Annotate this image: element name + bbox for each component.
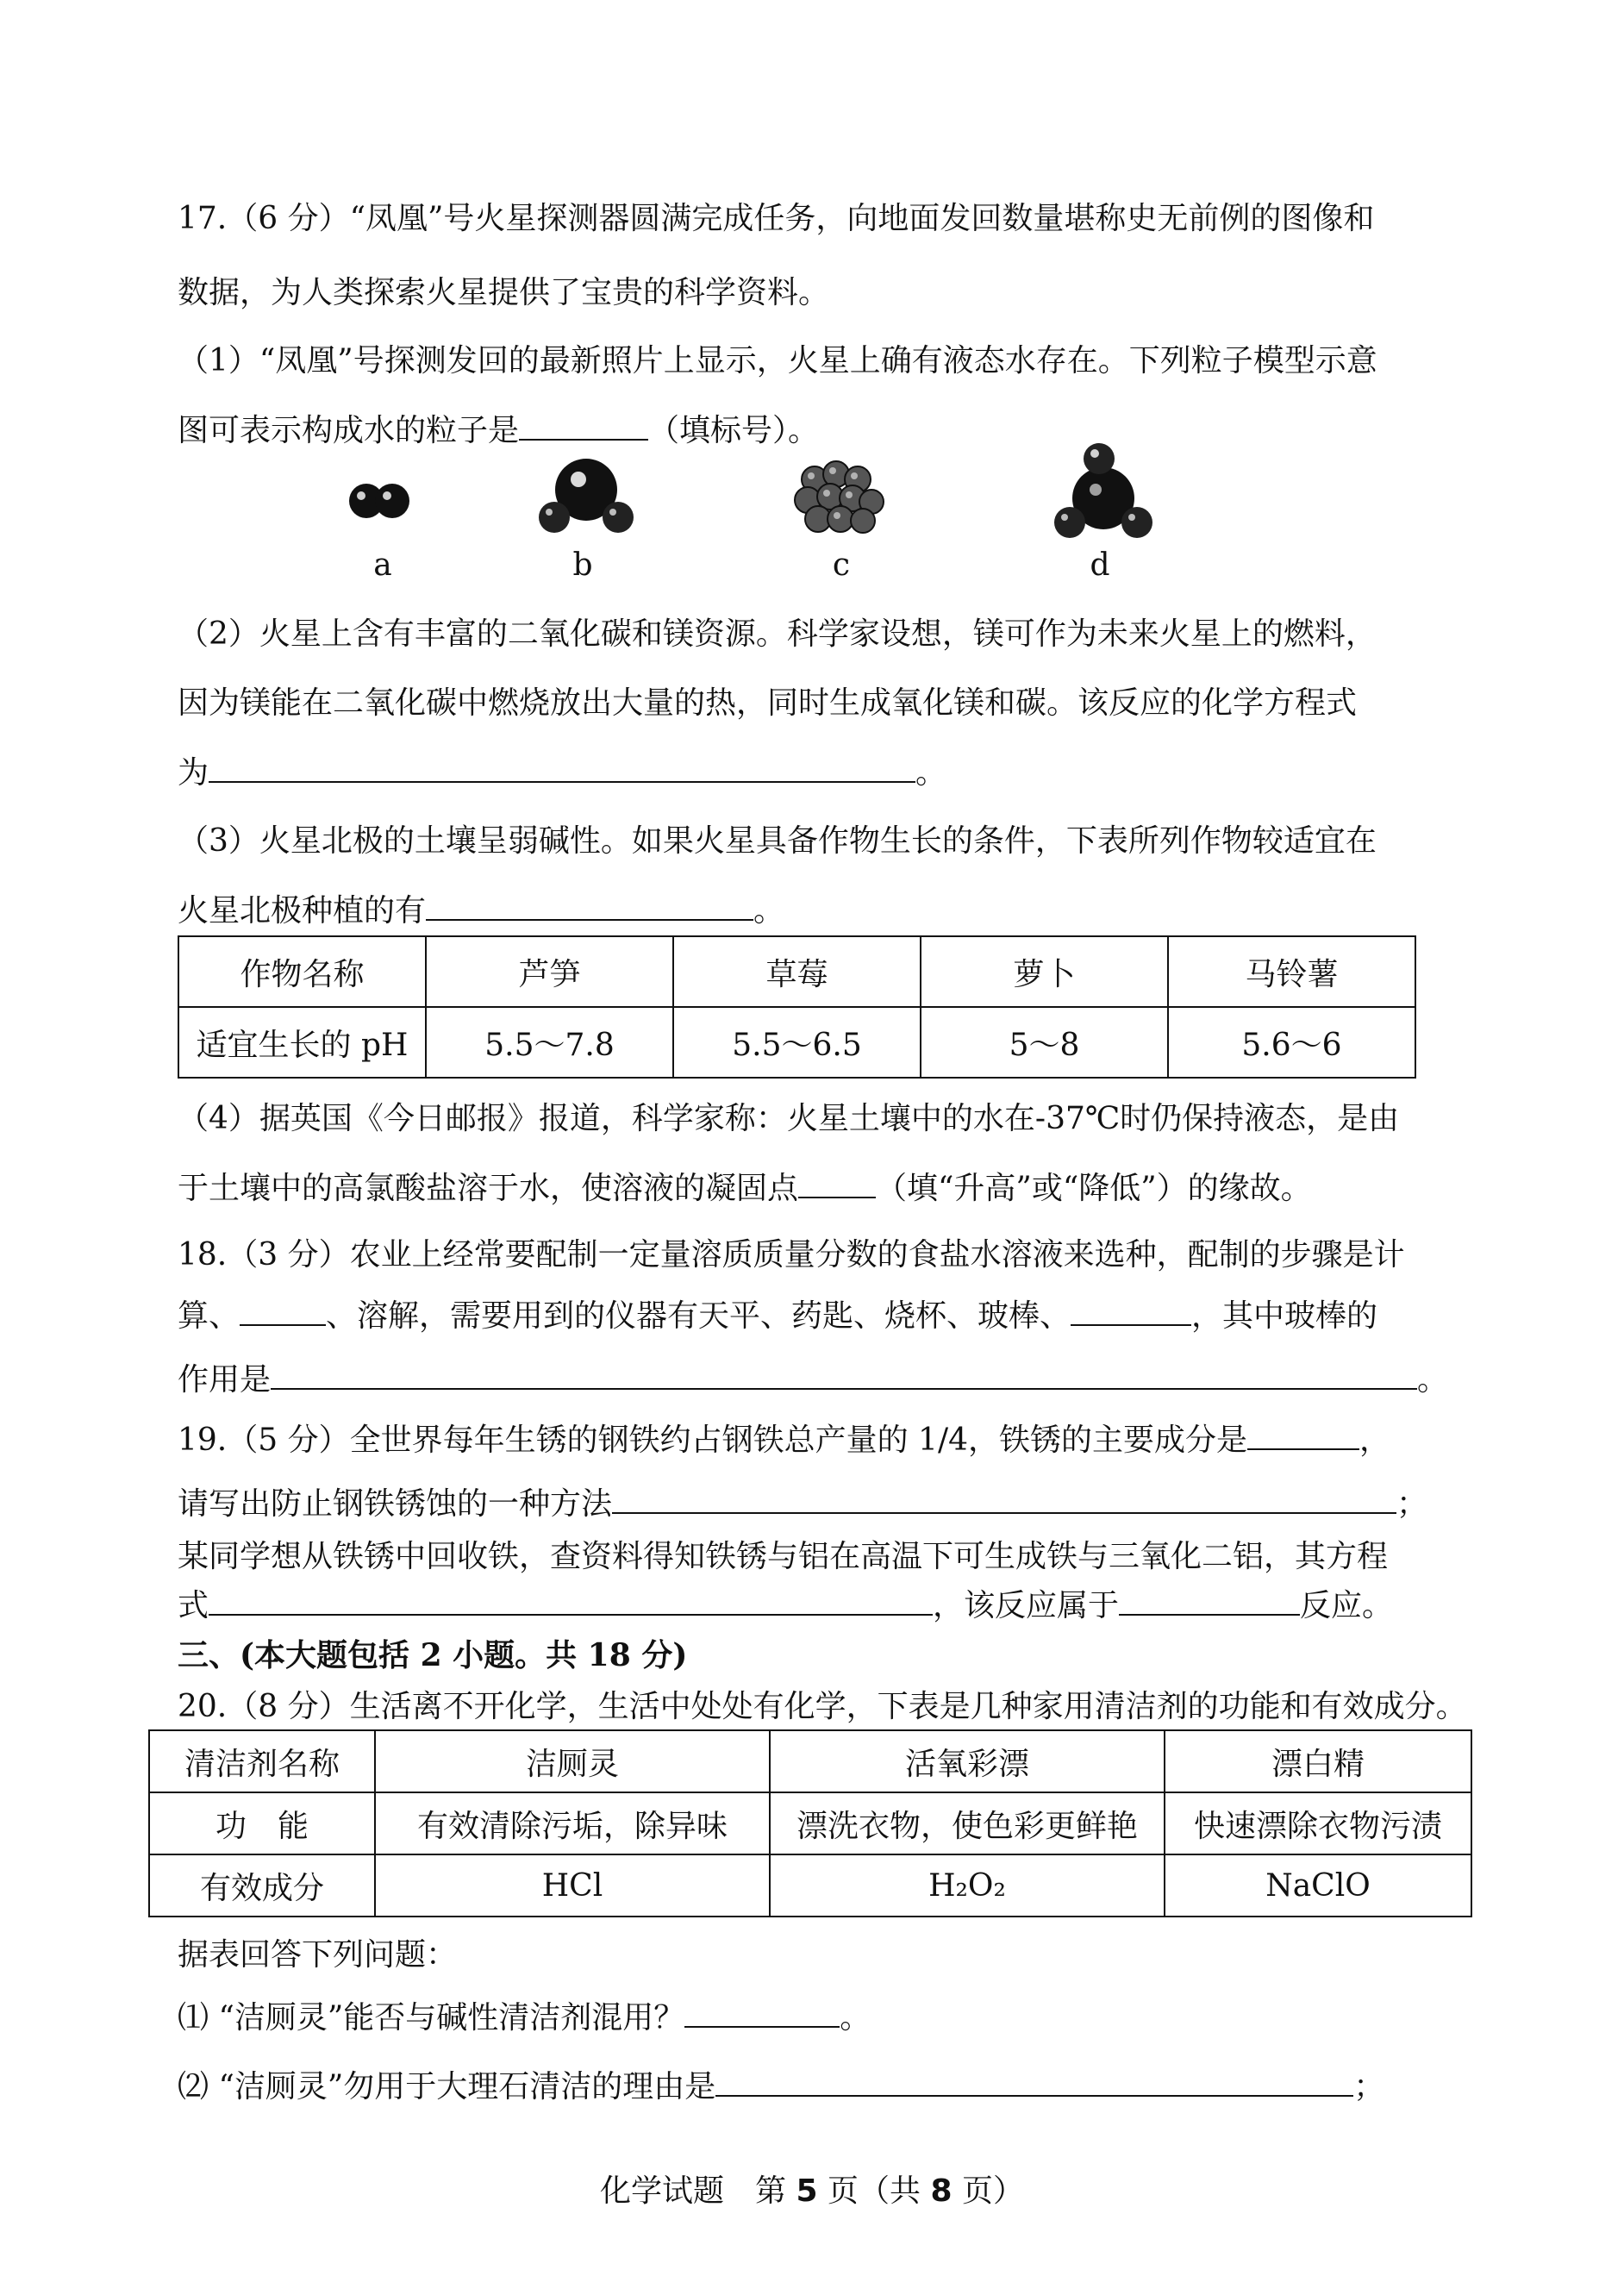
molecule-c-lattice: [789, 455, 892, 541]
q17-stem-line1: 17.（6 分）“凤凰”号火星探测器圆满完成任务，向地面发回数量堪称史无前例的图像和: [178, 201, 1375, 236]
q20-sub2-text: ⑵ “洁厕灵”勿用于大理石清洁的理由是: [178, 2069, 716, 2104]
option-label-b: b: [572, 547, 593, 583]
q18-text: 算、: [178, 1298, 240, 1334]
table-cell: 漂白精: [1165, 1730, 1471, 1792]
table-cell: 5.5～7.8: [426, 1007, 673, 1078]
answer-blank[interactable]: [519, 410, 648, 441]
option-label-d: d: [1090, 547, 1110, 583]
q20-prompt: 据表回答下列问题：: [178, 1937, 458, 1973]
answer-blank[interactable]: [240, 1295, 326, 1326]
cleaner-table: [148, 1729, 1472, 1917]
q19-text: 请写出防止钢铁锈蚀的一种方法: [178, 1486, 613, 1522]
table-cell: 功 能: [149, 1792, 375, 1854]
q20-sub2-end: ；: [1353, 2069, 1385, 2104]
q19-text: 19.（5 分）全世界每年生锈的钢铁约占钢铁总产量的 1/4，铁锈的主要成分是: [178, 1423, 1247, 1458]
q19-text: ，: [1359, 1423, 1390, 1458]
q17-part4-line2: [178, 1167, 1312, 1210]
q18-text: ，其中玻棒的: [1191, 1298, 1378, 1334]
table-cell: 5.6～6: [1168, 1007, 1415, 1078]
answer-blank[interactable]: [209, 1585, 933, 1616]
table-cell: NaClO: [1165, 1854, 1471, 1917]
total-pages: 8: [930, 2173, 953, 2209]
q17-part2-line2: 因为镁能在二氧化碳中燃烧放出大量的热，同时生成氧化镁和碳。该反应的化学方程式: [178, 685, 1358, 721]
answer-blank[interactable]: [271, 1359, 1417, 1390]
option-label-a: a: [373, 547, 392, 583]
q17-stem-line2: 数据，为人类探索火星提供了宝贵的科学资料。: [178, 275, 830, 310]
table-cell: 5～8: [921, 1007, 1168, 1078]
q19-text: 式: [178, 1588, 209, 1623]
q17-part1-hint: （填标号）。: [648, 413, 820, 448]
q19-text: ，该反应属于: [933, 1588, 1120, 1623]
molecule-d-tetrahedral: [1047, 438, 1159, 546]
table-cell: 5.5～6.5: [673, 1007, 921, 1078]
table-cell: 活氧彩漂: [770, 1730, 1165, 1792]
table-row: [149, 1792, 1471, 1854]
table-cell: 清洁剂名称: [149, 1730, 375, 1792]
q18-text: 。: [1417, 1362, 1449, 1398]
answer-blank[interactable]: [426, 890, 753, 921]
q17-part3-end: 。: [753, 893, 785, 929]
table-cell: 芦笋: [426, 936, 673, 1007]
q17-part3-prefix: 火星北极种植的有: [178, 893, 427, 929]
table-cell: 作物名称: [178, 936, 426, 1007]
q18-line3: [178, 1359, 1448, 1401]
table-cell: 有效成分: [149, 1854, 375, 1917]
table-cell: 漂洗衣物，使色彩更鲜艳: [770, 1792, 1165, 1854]
table-cell: 洁厕灵: [375, 1730, 770, 1792]
answer-blank[interactable]: [612, 1483, 1396, 1514]
q17-part1-line1: （1）“凤凰”号探测发回的最新照片上显示，火星上确有液态水存在。下列粒子模型示意: [178, 343, 1377, 378]
q18-line1: 18.（3 分）农业上经常要配制一定量溶质质量分数的食盐水溶液来选种，配制的步骤是计: [178, 1237, 1405, 1273]
table-cell: 草莓: [673, 936, 921, 1007]
table-cell: 快速漂除衣物污渍: [1165, 1792, 1471, 1854]
q17-part4-prefix: 于土壤中的高氯酸盐溶于水，使溶液的凝固点: [178, 1171, 799, 1206]
section-3-heading: 三、(本大题包括 2 小题。共 18 分): [178, 1637, 688, 1673]
answer-blank[interactable]: [1071, 1295, 1191, 1326]
footer-text: 第: [755, 2173, 787, 2209]
answer-blank[interactable]: [715, 2066, 1353, 2097]
q17-part2-prefix: 为: [178, 755, 209, 791]
q17-part4-line1: （4）据英国《今日邮报》报道，科学家称：火星土壤中的水在-37℃时仍保持液态，是由: [178, 1101, 1400, 1136]
table-cell: 马铃薯: [1168, 936, 1415, 1007]
table-cell: HCl: [375, 1854, 770, 1917]
crop-ph-table: [178, 935, 1416, 1079]
q18-text: 、溶解，需要用到的仪器有天平、药匙、烧杯、玻棒、: [326, 1298, 1071, 1334]
table-cell: H₂O₂: [770, 1854, 1165, 1917]
answer-blank[interactable]: [798, 1167, 876, 1198]
q17-part2-line3: [178, 752, 946, 794]
q19-line2: [178, 1483, 1427, 1525]
q17-part1-line2: [178, 410, 819, 452]
q20-sub1-end: 。: [840, 2000, 871, 2035]
q20-sub2: [178, 2066, 1384, 2108]
q17-part2-end: 。: [915, 755, 947, 791]
table-header-row: [149, 1730, 1471, 1792]
q19-line4: [178, 1585, 1393, 1627]
table-cell: 适宜生长的 pH: [178, 1007, 426, 1078]
option-label-c: c: [832, 547, 851, 583]
q17-part1-text: 图可表示构成水的粒子是: [178, 413, 520, 448]
q20-stem: 20.（8 分）生活离不开化学，生活中处处有化学，下表是几种家用清洁剂的功能和有效成分。: [178, 1689, 1467, 1724]
q17-part3-line1: （3）火星北极的土壤呈弱碱性。如果火星具备作物生长的条件，下表所列作物较适宜在: [178, 823, 1377, 859]
answer-blank[interactable]: [1247, 1419, 1359, 1450]
q18-line2: [178, 1295, 1377, 1337]
q19-line1: [178, 1419, 1390, 1461]
answer-blank[interactable]: [209, 752, 915, 783]
answer-blank[interactable]: [1119, 1585, 1300, 1616]
q19-text: ；: [1396, 1486, 1428, 1522]
molecule-b-water: [530, 448, 642, 543]
table-header-row: [178, 936, 1415, 1007]
footer-text: 页（共: [828, 2173, 921, 2209]
table-cell: 有效清除污垢，除异味: [375, 1792, 770, 1854]
molecule-a-diatomic: [340, 471, 418, 531]
q17-part2-line1: （2）火星上含有丰富的二氧化碳和镁资源。科学家设想，镁可作为未来火星上的燃料，: [178, 616, 1377, 652]
table-row: [149, 1854, 1471, 1917]
q17-part3-line2: [178, 890, 784, 932]
answer-blank[interactable]: [684, 1997, 840, 2028]
q20-sub1: [178, 1997, 871, 2039]
footer-text: 页）: [961, 2173, 1024, 2209]
q19-line3: 某同学想从铁锈中回收铁，查资料得知铁锈与铝在高温下可生成铁与三氧化二铝，其方程: [178, 1539, 1389, 1574]
q20-sub1-text: ⑴ “洁厕灵”能否与碱性清洁剂混用？: [178, 2000, 685, 2035]
footer-subject: 化学试题: [599, 2173, 724, 2209]
q18-text: 作用是: [178, 1362, 272, 1398]
q17-part4-hint: （填“升高”或“降低”）的缘故。: [876, 1171, 1312, 1206]
page-footer: [0, 2171, 1624, 2212]
q19-text: 反应。: [1300, 1588, 1394, 1623]
page-number: 5: [796, 2173, 818, 2209]
table-cell: 萝卜: [921, 936, 1168, 1007]
table-row: [178, 1007, 1415, 1078]
